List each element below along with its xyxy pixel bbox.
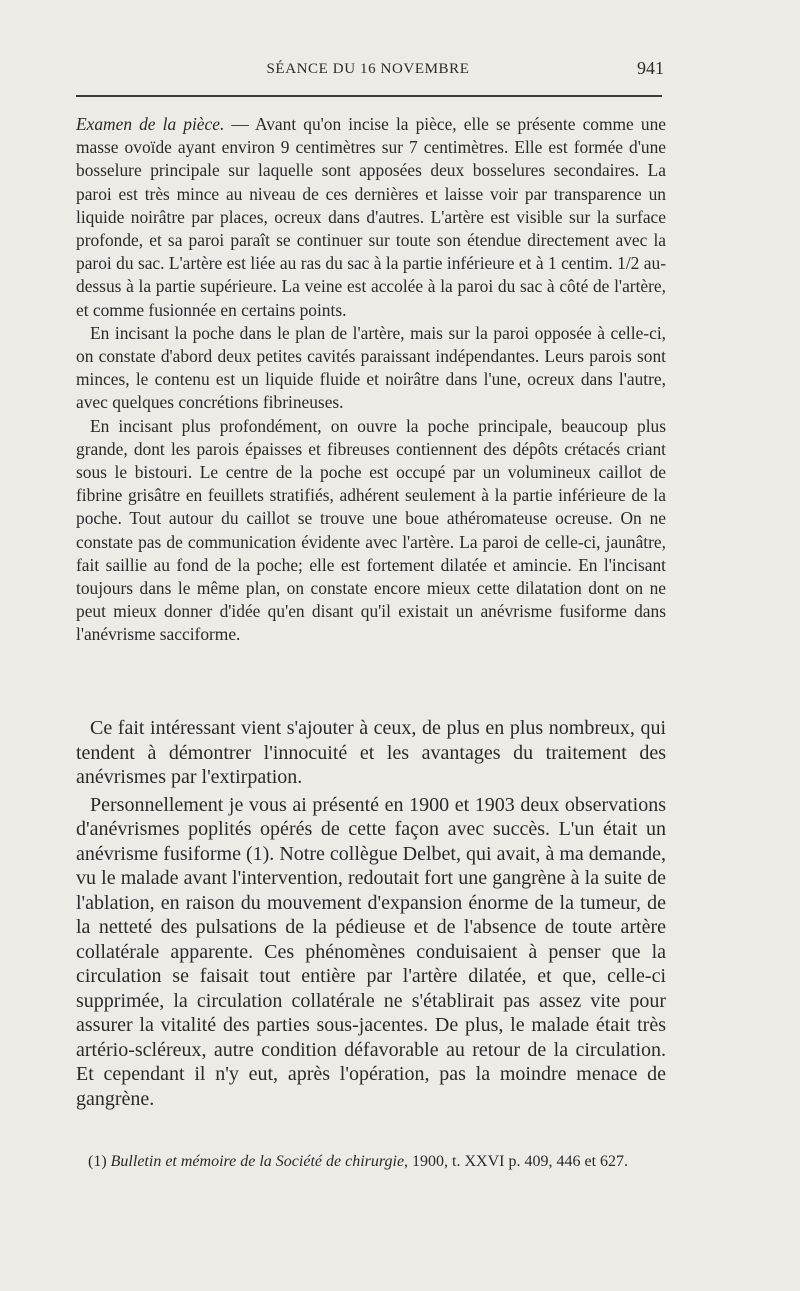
paragraph-incision-2: En incisant plus profondément, on ouvre la poche principale, beaucoup plus grande, dont les parois épaisses et fibreuses contiennent des dépôts crétacés criant sous le bistouri. Le centre de la poche est occupé par un volumineux caillot de fibrine grisâtre en feuillets stratifiés, adhérent seulement à la partie inférieure de la poche. Tout autour du caillot se trouve une boue athéromateuse ocreuse. On ne constate pas de communication évidente avec l'artère. La paroi de celle-ci, jaunâtre, fait saillie au fond de la poche; elle est fortement dilatée et amincie. En l'incisant toujours dans le même plan, on constate encore mieux cette dilatation dont on ne peut mieux donner d'idée qu'en disant qu'il existait un anévrisme fusiforme dans l'anévrisme sacciforme. bbox=[76, 415, 666, 645]
footnote-title: Bulletin et mémoire de la Société de chirurgie bbox=[110, 1153, 405, 1170]
discussion bbox=[76, 716, 666, 1111]
footnote bbox=[76, 1151, 666, 1172]
header-rule bbox=[76, 95, 662, 97]
footnote-rest: , 1900, t. XXVI p. 409, 446 et 627. bbox=[404, 1153, 629, 1170]
section-label: Examen de la pièce. bbox=[76, 114, 225, 134]
paragraph-examen-text: — Avant qu'on incise la pièce, elle se présente comme une masse ovoïde ayant environ 9 centimètres sur 7 centimètres. Elle est formée d'une bosselure principale sur laquelle sont apposées deux bosselures secondaires. La paroi est très mince au niveau de ces dernières et laisse voir par transparence un liquide noirâtre par places, ocreux dans d'autres. L'artère est visible sur la surface profonde, et sa paroi paraît se continuer sur toute son étendue directement avec la paroi du sac. L'artère est liée au ras du sac à la partie inférieure et à 1 centim. 1/2 au-dessus à la partie supérieure. La veine est accolée à la paroi du sac à côté de l'artère, et comme fusionnée en certains points. bbox=[76, 114, 666, 320]
footnote-marker: (1) bbox=[88, 1153, 111, 1170]
specimen-description bbox=[76, 113, 666, 647]
paragraph-conclusion: Ce fait intéressant vient s'ajouter à ceux, de plus en plus nombreux, qui tendent à démontrer l'innocuité et les avantages du traitement des anévrismes par l'extirpation. bbox=[76, 717, 666, 788]
paragraph-observations: Personnellement je vous ai présenté en 1900 et 1903 deux observations d'anévrismes poplités opérés de cette façon avec succès. L'un était un anévrisme fusiforme (1). Notre collègue Delbet, qui avait, à ma demande, vu le malade avant l'intervention, redoutait fort une gangrène à la suite de l'ablation, en raison du mouvement d'expansion énorme de la tumeur, de la netteté des pulsations de la pédieuse et de l'absence de toute artère collatérale apparente. Ces phénomènes conduisaient à penser que la circulation se faisait tout entière par l'artère dilatée, et que, celle-ci supprimée, la circulation collatérale ne s'établirait pas assez vite pour assurer la vitalité des parties sous-jacentes. De plus, le malade était très artério-scléreux, autre condition défavorable au retour de la circulation. Et cependant il n'y eut, après l'opération, pas la moindre menace de gangrène. bbox=[76, 793, 666, 1110]
running-head bbox=[76, 58, 664, 82]
footnote-text bbox=[76, 1151, 666, 1172]
running-head-title: SÉANCE DU 16 NOVEMBRE bbox=[266, 61, 470, 77]
paragraph-incision-1: En incisant la poche dans le plan de l'artère, mais sur la paroi opposée à celle-ci, on constate d'abord deux petites cavités paraissant indépendantes. Leurs parois sont minces, le contenu est un liquide fluide et noirâtre dans l'une, ocreux dans l'autre, avec quelques concrétions fibrineuses. bbox=[76, 322, 666, 413]
page-number: 941 bbox=[637, 58, 664, 78]
paragraph-examen bbox=[76, 113, 666, 322]
